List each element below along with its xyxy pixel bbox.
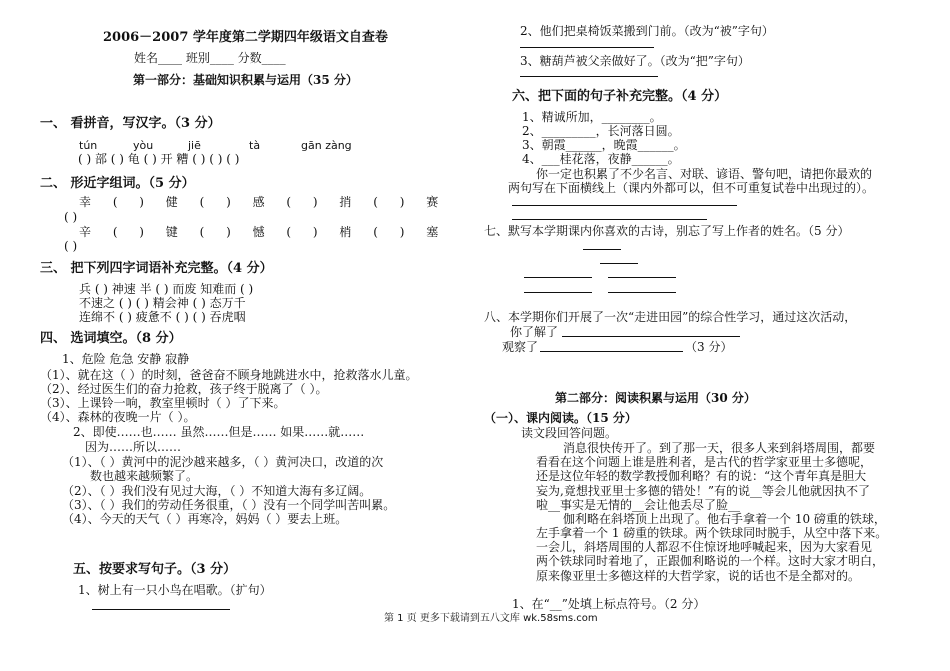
answer-line[interactable] — [520, 76, 658, 77]
section6-q4: 4、___桂花落，夜静______。 — [522, 152, 680, 166]
section2-row1-tail: ( ) — [64, 210, 78, 224]
section7-heading: 七、默写本学期课内你喜欢的古诗，别忘了写上作者的姓名。（5 分） — [484, 224, 850, 238]
reading-line: 左手拿着一个 1 磅重的铁球。两个铁球同时脱手，从空中落下来。 — [536, 526, 888, 540]
poem-author-line[interactable] — [600, 263, 638, 264]
section8-line3: 观察了 — [502, 340, 539, 354]
section4-q1: （1）、就在这（ ）的时刻，爸爸奋不顾身地跳进水中，抢救落水儿童。 — [40, 368, 418, 382]
section8-line2: 你了解了 — [510, 325, 559, 339]
reading-line: 两个铁球同时着地了，正跟伽利略说的一个样。这时大家才明白， — [536, 554, 885, 568]
section1-row: ( ) 部 ( ) 龟 ( ) 开 糟 ( ) ( ) ( ) — [78, 152, 240, 166]
pinyin-3: jiē — [188, 139, 201, 152]
reading-line: 消息很快传开了。到了那一天，很多人来到斜塔周围，都要 — [563, 441, 876, 455]
section4-q3: （3）、上课铃一响，教室里顿时（ ）了下来。 — [40, 396, 286, 410]
section4-r1-tail: 数也越来越频繁了。 — [90, 469, 199, 483]
student-info-line: 姓名____ 班别____ 分数____ — [134, 51, 286, 65]
section5-q2: 2、他们把桌椅饭菜搬到门前。（改为“被”字句） — [520, 24, 774, 38]
section4-r1: （1）、（ ）黄河中的泥沙越来越多，（ ）黄河决口，改道的次 — [62, 455, 384, 469]
section4-heading: 四、 选词填空。（8 分） — [40, 331, 182, 346]
reading-line: 还是这位年轻的数学教授伽利略？有的说：“这个青年真是胆大 — [536, 469, 867, 483]
section4-q4: （4）、森林的夜晚一片（ ）。 — [40, 410, 196, 424]
section4-words1: 1、危险 危急 安静 寂静 — [62, 352, 190, 366]
reading-line: 伽利略在斜塔顶上出现了。他右手拿着一个 10 磅重的铁球， — [563, 512, 886, 526]
section2-heading: 二、 形近字组词。（5 分） — [40, 176, 195, 191]
pinyin-1: tún — [79, 139, 98, 152]
section2-row1: 幸 ( ) 健 ( ) 感 ( ) 捎 ( ) 赛 — [79, 195, 439, 209]
pinyin-5: gān zàng — [301, 139, 352, 152]
pinyin-2: yòu — [133, 139, 154, 152]
section6-heading: 六、把下面的句子补充完整。（4 分） — [512, 89, 728, 104]
exam-title: 2006－2007 学年度第二学期四年级语文自查卷 — [103, 30, 388, 45]
answer-line[interactable] — [512, 219, 707, 220]
poem-title-line[interactable] — [583, 249, 621, 250]
reading-line: 啦__事实是无情的__会让他丢尽了脸__ — [536, 498, 741, 512]
section6-q2: 2、_________，长河落日圆。 — [522, 124, 680, 138]
poem-line[interactable] — [608, 292, 676, 293]
section1-heading: 一、 看拼音，写汉字。（3 分） — [40, 116, 221, 131]
section3-row1: 兵 ( ) 神速 半 ( ) 而废 知难而 ( ) — [79, 282, 254, 296]
section5-q1: 1、树上有一只小鸟在唱歌。（扩句） — [78, 583, 272, 597]
section3-row3: 连绵不 ( ) 疲惫不 ( ) ( ) 吞虎咽 — [79, 310, 246, 324]
part2-title: 第二部分：阅读积累与运用（30 分） — [555, 391, 756, 405]
answer-line[interactable] — [520, 47, 654, 48]
section6-q3: 3、朝霞______，晚霞______。 — [522, 138, 686, 152]
pinyin-4: tà — [249, 139, 261, 152]
reading-line: 原来像亚里士多德这样的大哲学家，说的话也不是全都对的。 — [536, 569, 861, 583]
poem-line[interactable] — [524, 292, 592, 293]
section4-words2: 2、即使……也…… 虽然……但是…… 如果……就…… — [73, 425, 365, 439]
section3-row2: 不速之 ( ) ( ) 精会神 ( ) 态万千 — [79, 296, 246, 310]
reading-line: 妄为,竟想找亚里士多德的错处！”有的说__等会儿他就因执不了 — [536, 484, 870, 498]
answer-line[interactable] — [512, 205, 737, 206]
answer-line[interactable] — [92, 609, 230, 610]
section4-r3: （3）、（ ）我们的劳动任务很重，（ ）没有一个同学叫苦叫累。 — [62, 498, 396, 512]
reading-heading: （一）、课内阅读。（15 分） — [484, 411, 637, 425]
reading-line: 看看在这个问题上谁是胜利者，是古代的哲学家亚里士多德呢， — [536, 455, 873, 469]
section6-prompt2: 两句写在下面横线上（课内外都可以，但不可重复试卷中出现过的）。 — [508, 181, 875, 195]
reading-line: 一会儿，斜塔周围的人都忍不住惊讶地呼喊起来，因为大家看见 — [536, 540, 873, 554]
section2-row2: 辛 ( ) 键 ( ) 憾 ( ) 梢 ( ) 塞 — [79, 225, 439, 239]
section6-prompt1: 你一定也积累了不少名言、对联、谚语、警句吧，请把你最欢的 — [536, 167, 873, 181]
reading-q1: 1、在“__”处填上标点符号。（2 分） — [512, 597, 706, 611]
section4-r2: （2）、（ ）我们没有见过大海，（ ）不知道大海有多辽阔。 — [62, 484, 372, 498]
section4-words2-tail: 因为……所以…… — [85, 440, 182, 454]
section8-score: （3 分） — [685, 340, 733, 354]
section8-line1: 八、本学期你们开展了一次“走进田园”的综合性学习，通过这次活动， — [484, 310, 857, 324]
answer-line[interactable] — [540, 351, 683, 352]
section3-heading: 三、 把下列四字词语补充完整。（4 分） — [40, 261, 273, 276]
section5-q3: 3、糖葫芦被父亲做好了。（改为“把”字句） — [520, 54, 750, 68]
poem-line[interactable] — [608, 277, 676, 278]
part1-title: 第一部分：基础知识积累与运用（35 分） — [133, 73, 358, 87]
poem-line[interactable] — [524, 277, 592, 278]
page-footer: 第 1 页 更多下载请到五八文库 wk.58sms.com — [384, 613, 598, 624]
section6-q1: 1、精诚所加，________。 — [522, 110, 662, 124]
section4-q2: （2）、经过医生们的奋力抢救，孩子终于脱离了（ ）。 — [40, 382, 328, 396]
section5-heading: 五、按要求写句子。（3 分） — [73, 562, 237, 577]
reading-intro: 读文段回答问题。 — [521, 426, 618, 440]
section2-row2-tail: ( ) — [64, 239, 78, 253]
answer-line[interactable] — [562, 336, 740, 337]
section4-r4: （4）、今天的天气（ ）再寒冷，妈妈（ ）要去上班。 — [62, 512, 348, 526]
